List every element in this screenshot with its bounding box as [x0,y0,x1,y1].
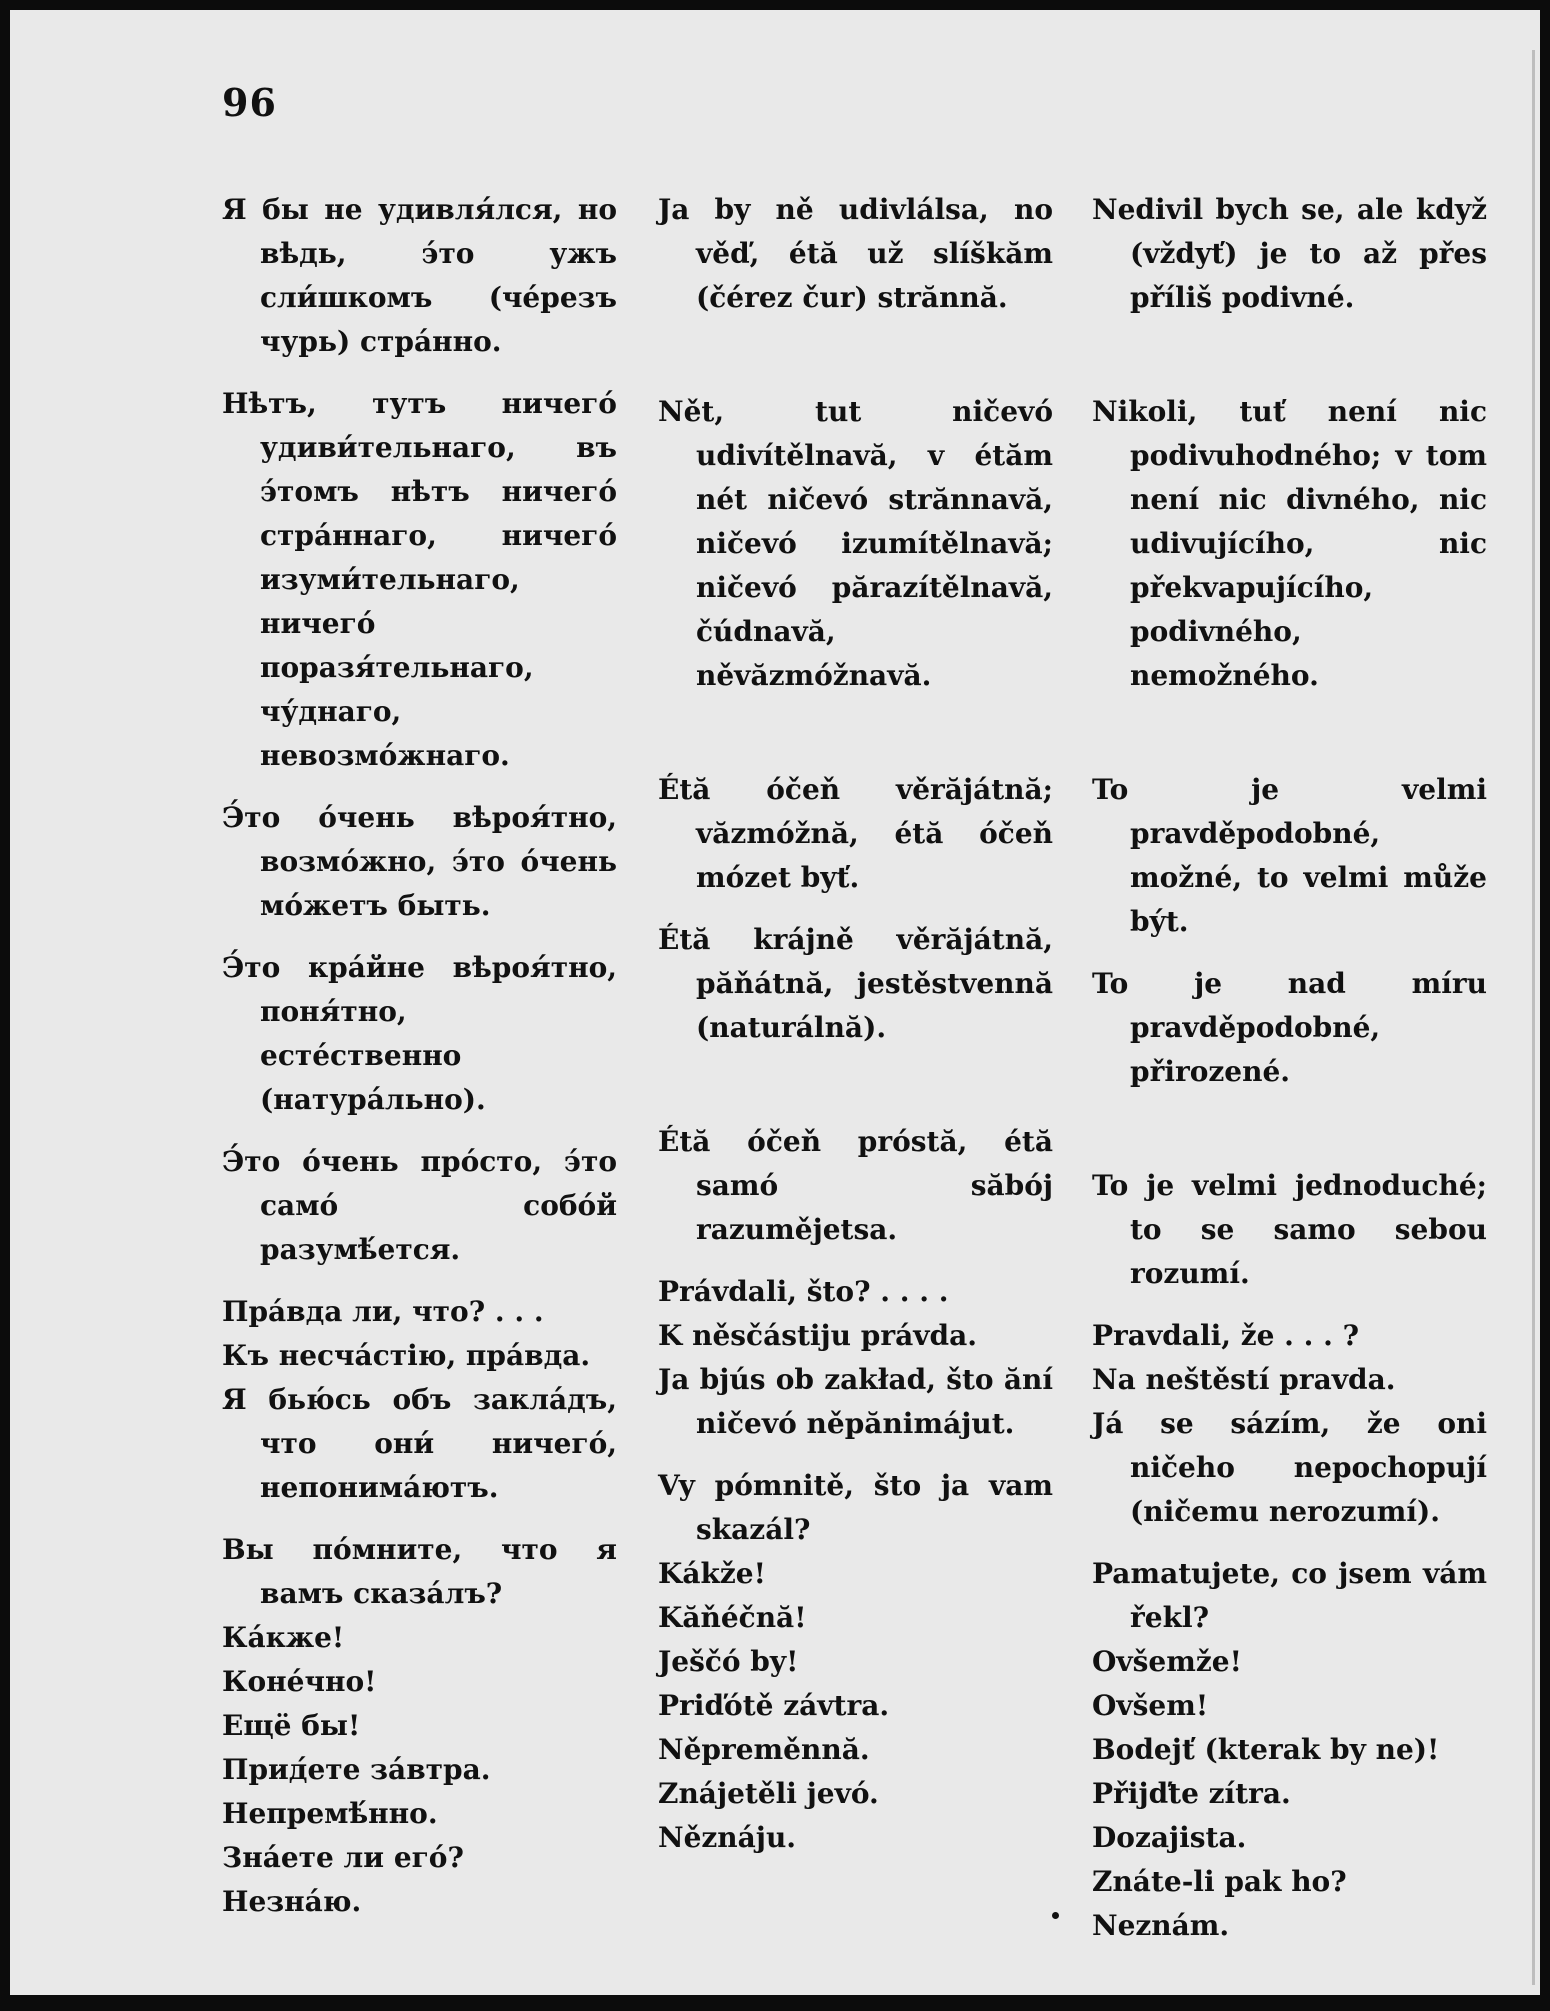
phrase-entry: Э́то о́чень про́сто, э́то само́ собо́й разумѣ́ется. [222,1145,617,1266]
phrase-entry: Непремѣ́нно. [222,1797,438,1830]
phrase-entry: Nedivil bych se, ale když (vždyť) je to až přes příliš podivné. [1092,193,1487,314]
phrase-entry: Na neštěstí pravda. [1092,1363,1396,1396]
phrase-entry: Pamatujete, co jsem vám řekl? [1092,1557,1487,1634]
phrase-entry: Něpreměnnă. [658,1733,870,1766]
phrase-entry: Я бы не удивля́лся, но вѣдь, э́то ужъ сли́шкомъ (че́резъ чурь) стра́нно. [222,193,617,358]
phrase-entry: Přijďte zítra. [1092,1777,1291,1810]
phrase-entry: Пра́вда ли, что? . . . [222,1295,544,1328]
phrase-entry: Э́то о́чень вѣроя́тно, возмо́жно, э́то о́чень мо́жетъ быть. [222,801,617,922]
phrase-entry: Вы по́мните, что я вамъ сказа́лъ? [222,1533,617,1610]
phrase-entry: Étă krájně věrăjátnă, păňátnă, jestěstvennă (naturálnă). [658,923,1053,1044]
phrase-entry: Vy pómnitě, što ja vam skazál? [658,1469,1053,1546]
phrase-entry: Znáte-li pak ho? [1092,1865,1347,1898]
phrase-entry: Něznáju. [658,1821,797,1854]
phrase-entry: Neznám. [1092,1909,1230,1942]
russian-column [222,188,617,1924]
phrase-entry: To je velmi pravděpodobné, možné, to velmi může být. [1092,773,1487,938]
phrase-entry: Ješčó by! [658,1645,799,1678]
phrase-entry: Dozajista. [1092,1821,1247,1854]
czech-column [1092,188,1487,1948]
phrase-entry: Kăňéčnă! [658,1601,807,1634]
book-page [10,10,1540,1995]
phrase-entry: Э́то кра́йне вѣроя́тно, поня́тно, есте́ственно (натура́льно). [222,951,617,1116]
phrase-entry: To je nad míru pravděpodobné, přirozené. [1092,967,1487,1088]
transliteration-column [658,188,1053,1860]
phrase-entry: Ещё бы! [222,1709,361,1742]
phrase-entry: Нѣтъ, тутъ ничего́ удиви́тельнаго, въ э́томъ нѣтъ ничего́ стра́ннаго, ничего́ изуми́тельнаго, ничего́ поразя́тельнаго, чу́днаго, невозмо́жнаго. [222,387,617,772]
phrase-entry: K něsčástiju právda. [658,1319,977,1352]
phrase-entry: To je velmi jednoduché; to se samo sebou rozumí. [1092,1169,1487,1290]
phrase-entry: Ja by ně udivlálsa, no věď, étă už slíškăm (čérez čur) strănnă. [658,193,1053,314]
phrase-entry: Znájetěli jevó. [658,1777,879,1810]
phrase-entry: Къ несча́стію, пра́вда. [222,1339,591,1372]
phrase-entry: Kákže! [658,1557,766,1590]
phrase-entry: Ja bjús ob zakład, što ăní ničevó něpănimájut. [658,1363,1053,1440]
page-edge [1532,50,1535,1985]
phrase-entry: Зна́ете ли его́? [222,1841,464,1874]
phrase-entry: Priďótě závtra. [658,1689,890,1722]
page-number: 96 [222,80,277,125]
phrase-entry: Коне́чно! [222,1665,377,1698]
phrase-entry: Étă óčeň věrăjátnă; văzmóžnă, étă óčeň mózet byť. [658,773,1053,894]
phrase-entry: Ка́кже! [222,1621,345,1654]
ink-dot [1052,1912,1059,1919]
phrase-entry: Pravdali, že . . . ? [1092,1319,1360,1352]
phrase-entry: Прид́ете за́втра. [222,1753,491,1786]
phrase-entry: Незна́ю. [222,1885,362,1918]
phrase-entry: Étă óčeň próstă, étă samó săbój razumějetsa. [658,1125,1053,1246]
phrase-entry: Я бью́сь объ закла́дъ, что они́ ничего́, непонима́ютъ. [222,1383,617,1504]
phrase-entry: Nět, tut ničevó udivítělnavă, v étăm nét ničevó strănnavă, ničevó izumítělnavă; ničevó părazítělnavă, čúdnavă, něvăzmóžnavă. [658,395,1053,692]
phrase-entry: Nikoli, tuť není nic podivuhodného; v tom není nic divného, nic udivujícího, nic překvapujícího, podivného, nemožného. [1092,395,1487,692]
phrase-entry: Právdali, što? . . . . [658,1275,949,1308]
phrase-entry: Ovšem! [1092,1689,1209,1722]
phrase-entry: Já se sázím, že oni ničeho nepochopují (ničemu nerozumí). [1092,1407,1487,1528]
phrase-entry: Ovšemže! [1092,1645,1242,1678]
phrase-entry: Bodejť (kterak by ne)! [1092,1733,1440,1766]
